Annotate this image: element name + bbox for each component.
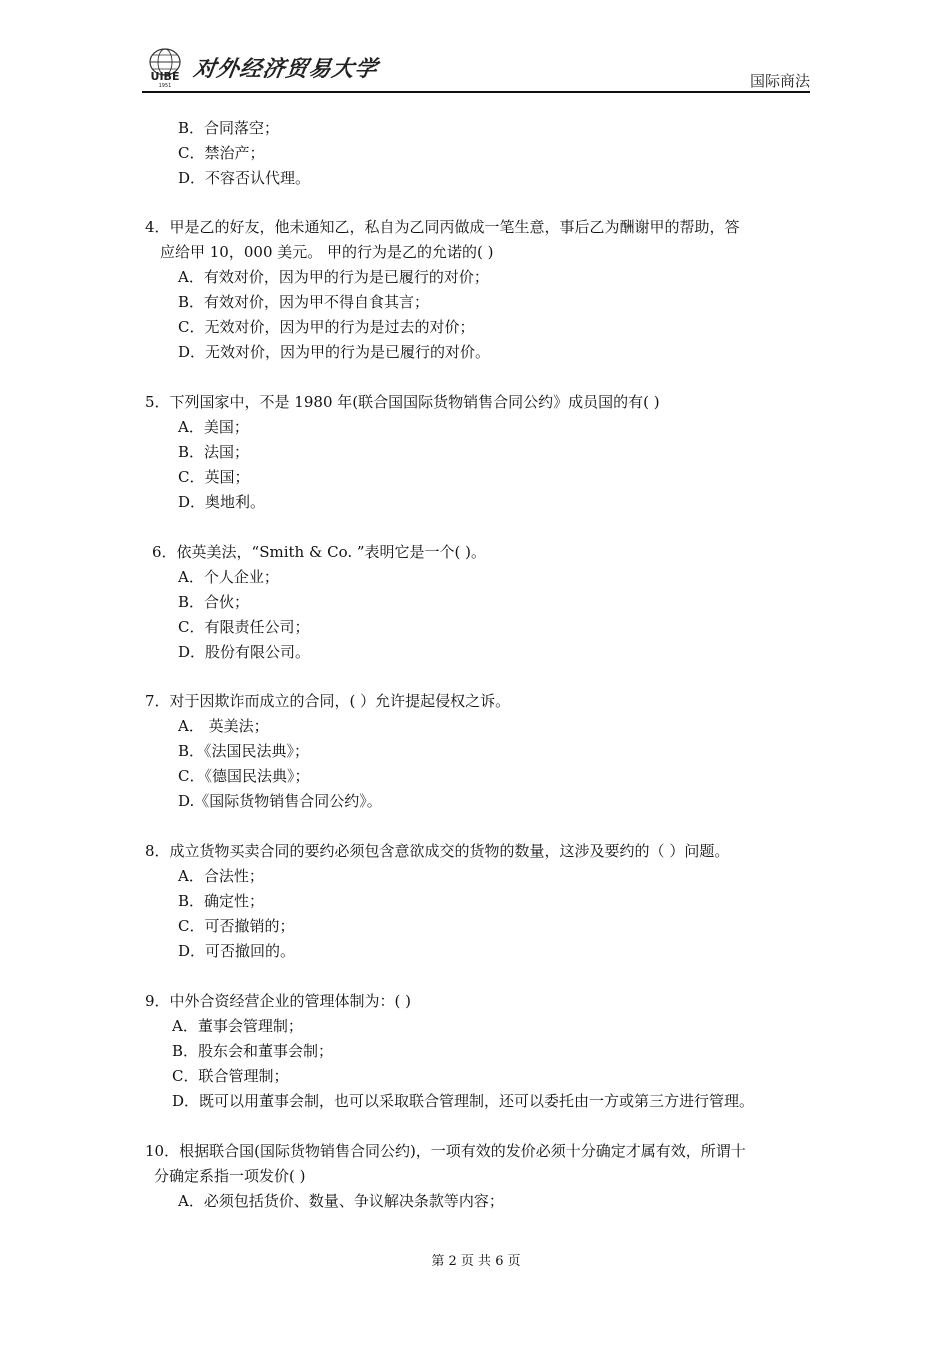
option-text: D．不容否认代理。: [178, 169, 311, 187]
option-text: A．有效对价，因为甲的行为是已履行的对价；: [178, 268, 489, 286]
option-text: A．必须包括货价、数量、争议解决条款等内容；: [178, 1192, 504, 1210]
option-text: B．《法国民法典》；: [178, 742, 310, 760]
option-text: C．禁治产；: [178, 144, 265, 162]
logo-abbr: UIBE: [150, 70, 180, 83]
option-text: B．有效对价，因为甲不得自食其言；: [178, 293, 430, 311]
question-stem: 分确定系指一项发价( ): [154, 1167, 306, 1185]
option-text: C．《德国民法典》；: [178, 767, 310, 785]
question-stem: 7．对于因欺诈而成立的合同，( ）允许提起侵权之诉。: [145, 692, 511, 710]
option-text: B．确定性；: [178, 892, 265, 910]
option-text: D．可否撤回的。: [178, 942, 296, 960]
question-stem: 5．下列国家中，不是 1980 年(联合国国际货物销售合同公约》成员国的有( ): [145, 393, 660, 411]
option-text: D.《国际货物销售合同公约》。: [178, 792, 382, 810]
option-text: C．无效对价，因为甲的行为是过去的对价；: [178, 318, 475, 336]
option-text: D．奥地利。: [178, 493, 266, 511]
option-text: A．个人企业；: [178, 568, 279, 586]
option-text: A．董事会管理制；: [172, 1017, 303, 1035]
option-text: B．合伙；: [178, 593, 250, 611]
option-text: A．合法性；: [178, 867, 264, 885]
course-title: 国际商法: [749, 72, 810, 90]
question-stem: 6．依英美法，“Smith & Co. ”表明它是一个( )。: [152, 543, 487, 561]
option-text: D．既可以用董事会制，也可以采取联合管理制，还可以委托由一方或第三方进行管理。: [172, 1092, 755, 1110]
question-stem: 应给甲 10，000 美元。 甲的行为是乙的允诺的( ): [160, 243, 494, 261]
option-text: D．股份有限公司。: [178, 643, 311, 661]
university-name: 对外经济贸易大学: [191, 55, 380, 82]
option-text: B．法国；: [178, 443, 250, 461]
page-number: 第 2 页 共 6 页: [431, 1254, 521, 1269]
question-stem: 10．根据联合国(国际货物销售合同公约)，一项有效的发价必须十分确定才属有效，所谓十: [145, 1142, 746, 1160]
question-stem: 9．中外合资经营企业的管理体制为：( ): [145, 992, 412, 1010]
question-stem: 8．成立货物买卖合同的要约必须包含意欲成交的货物的数量，这涉及要约的（ ）问题。: [145, 842, 730, 860]
option-text: B．股东会和董事会制；: [172, 1042, 334, 1060]
option-text: C．有限责任公司；: [178, 618, 310, 636]
option-text: D．无效对价，因为甲的行为是已履行的对价。: [178, 343, 491, 361]
option-text: A． 英美法；: [178, 717, 269, 735]
option-text: C．联合管理制；: [172, 1067, 289, 1085]
option-text: B．合同落空；: [178, 119, 280, 137]
option-text: C．可否撤销的；: [178, 917, 295, 935]
option-text: A．美国；: [178, 418, 249, 436]
question-stem: 4．甲是乙的好友，他未通知乙，私自为乙同丙做成一笔生意，事后乙为酬谢甲的帮助，答: [145, 218, 740, 236]
option-text: C．英国；: [178, 468, 250, 486]
logo-year: 1951: [158, 83, 172, 88]
